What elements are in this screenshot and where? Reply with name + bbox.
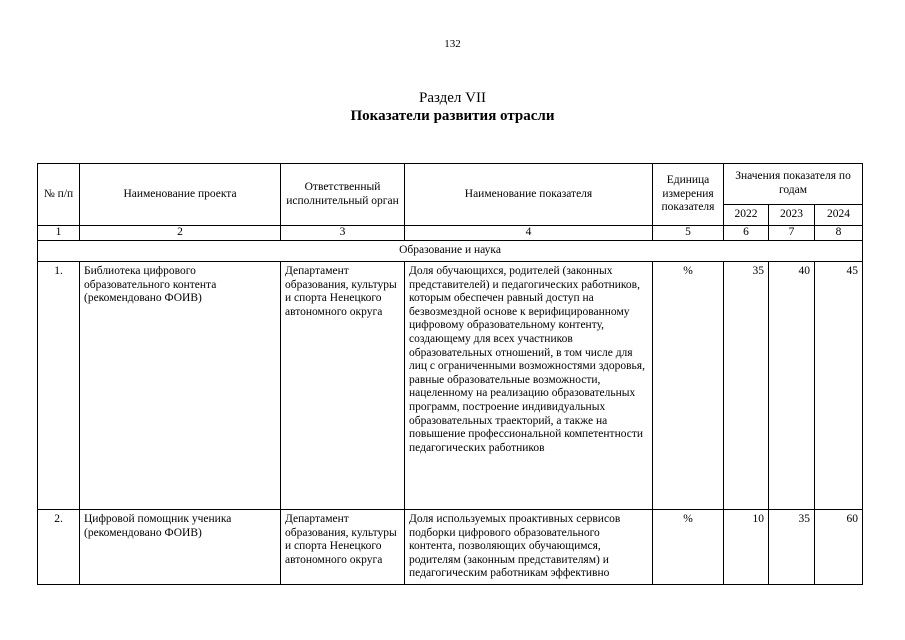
page-number: 132 [444, 38, 461, 50]
indicator-name: Доля обучающихся, родителей (законных представителей) и педагогических работников, которым обеспечен равный доступ на безвозмездной основе к верифицированному цифровому образовательному контенту, создающему для всех участников образовательных отношений, в том числе для лиц с ограниченными возможностями здоровья, равные образовательные возможности, нацеленному на реализацию образовательных программ, построение индивидуальных образовательных траекторий, а также на повышение профессиональной компетентности педагогических работников [405, 262, 653, 510]
col-number: 5 [653, 226, 724, 241]
header-indicator: Наименование показателя [405, 164, 653, 226]
unit: % [653, 510, 724, 585]
value-2022: 35 [724, 262, 769, 510]
col-number: 3 [281, 226, 405, 241]
col-number: 1 [38, 226, 80, 241]
responsible-organ: Департамент образования, культуры и спорта Ненецкого автономного округа [281, 510, 405, 585]
value-2024: 60 [815, 510, 863, 585]
table-row [38, 262, 863, 510]
header-values-group: Значения показателя по годам [724, 164, 863, 205]
section-subtitle: Показатели развития отрасли [350, 108, 555, 124]
group-title: Образование и наука [38, 241, 863, 262]
col-number: 6 [724, 226, 769, 241]
header-num: № п/п [38, 164, 80, 226]
table-row [38, 510, 863, 585]
value-2023: 35 [769, 510, 815, 585]
indicator-name: Доля используемых проактивных сервисов подборки цифрового образовательного контента, позволяющих обучающимся, родителям (законным представителям) и педагогическим работникам эффективно [409, 513, 621, 580]
section-title: Раздел VII [418, 90, 486, 106]
header-year-2023: 2023 [769, 205, 815, 226]
col-number: 4 [405, 226, 653, 241]
value-2023: 40 [769, 262, 815, 510]
col-number: 7 [769, 226, 815, 241]
header-year-2024: 2024 [815, 205, 863, 226]
value-2024: 45 [815, 262, 863, 510]
indicators-table [37, 163, 863, 585]
header-year-2022: 2022 [724, 205, 769, 226]
header-organ: Ответственный исполнительный орган [281, 164, 405, 226]
col-number: 8 [815, 226, 863, 241]
responsible-organ: Департамент образования, культуры и спорта Ненецкого автономного округа [281, 262, 405, 510]
row-num: 2. [38, 510, 80, 585]
header-unit: Единица измерения показателя [653, 164, 724, 226]
header-project: Наименование проекта [80, 164, 281, 226]
project-name: Цифровой помощник ученика (рекомендовано ФОИВ) [80, 510, 281, 585]
col-number: 2 [80, 226, 281, 241]
project-name: Библиотека цифрового образовательного контента (рекомендовано ФОИВ) [80, 262, 281, 510]
row-num: 1. [38, 262, 80, 510]
value-2022: 10 [724, 510, 769, 585]
unit: % [653, 262, 724, 510]
